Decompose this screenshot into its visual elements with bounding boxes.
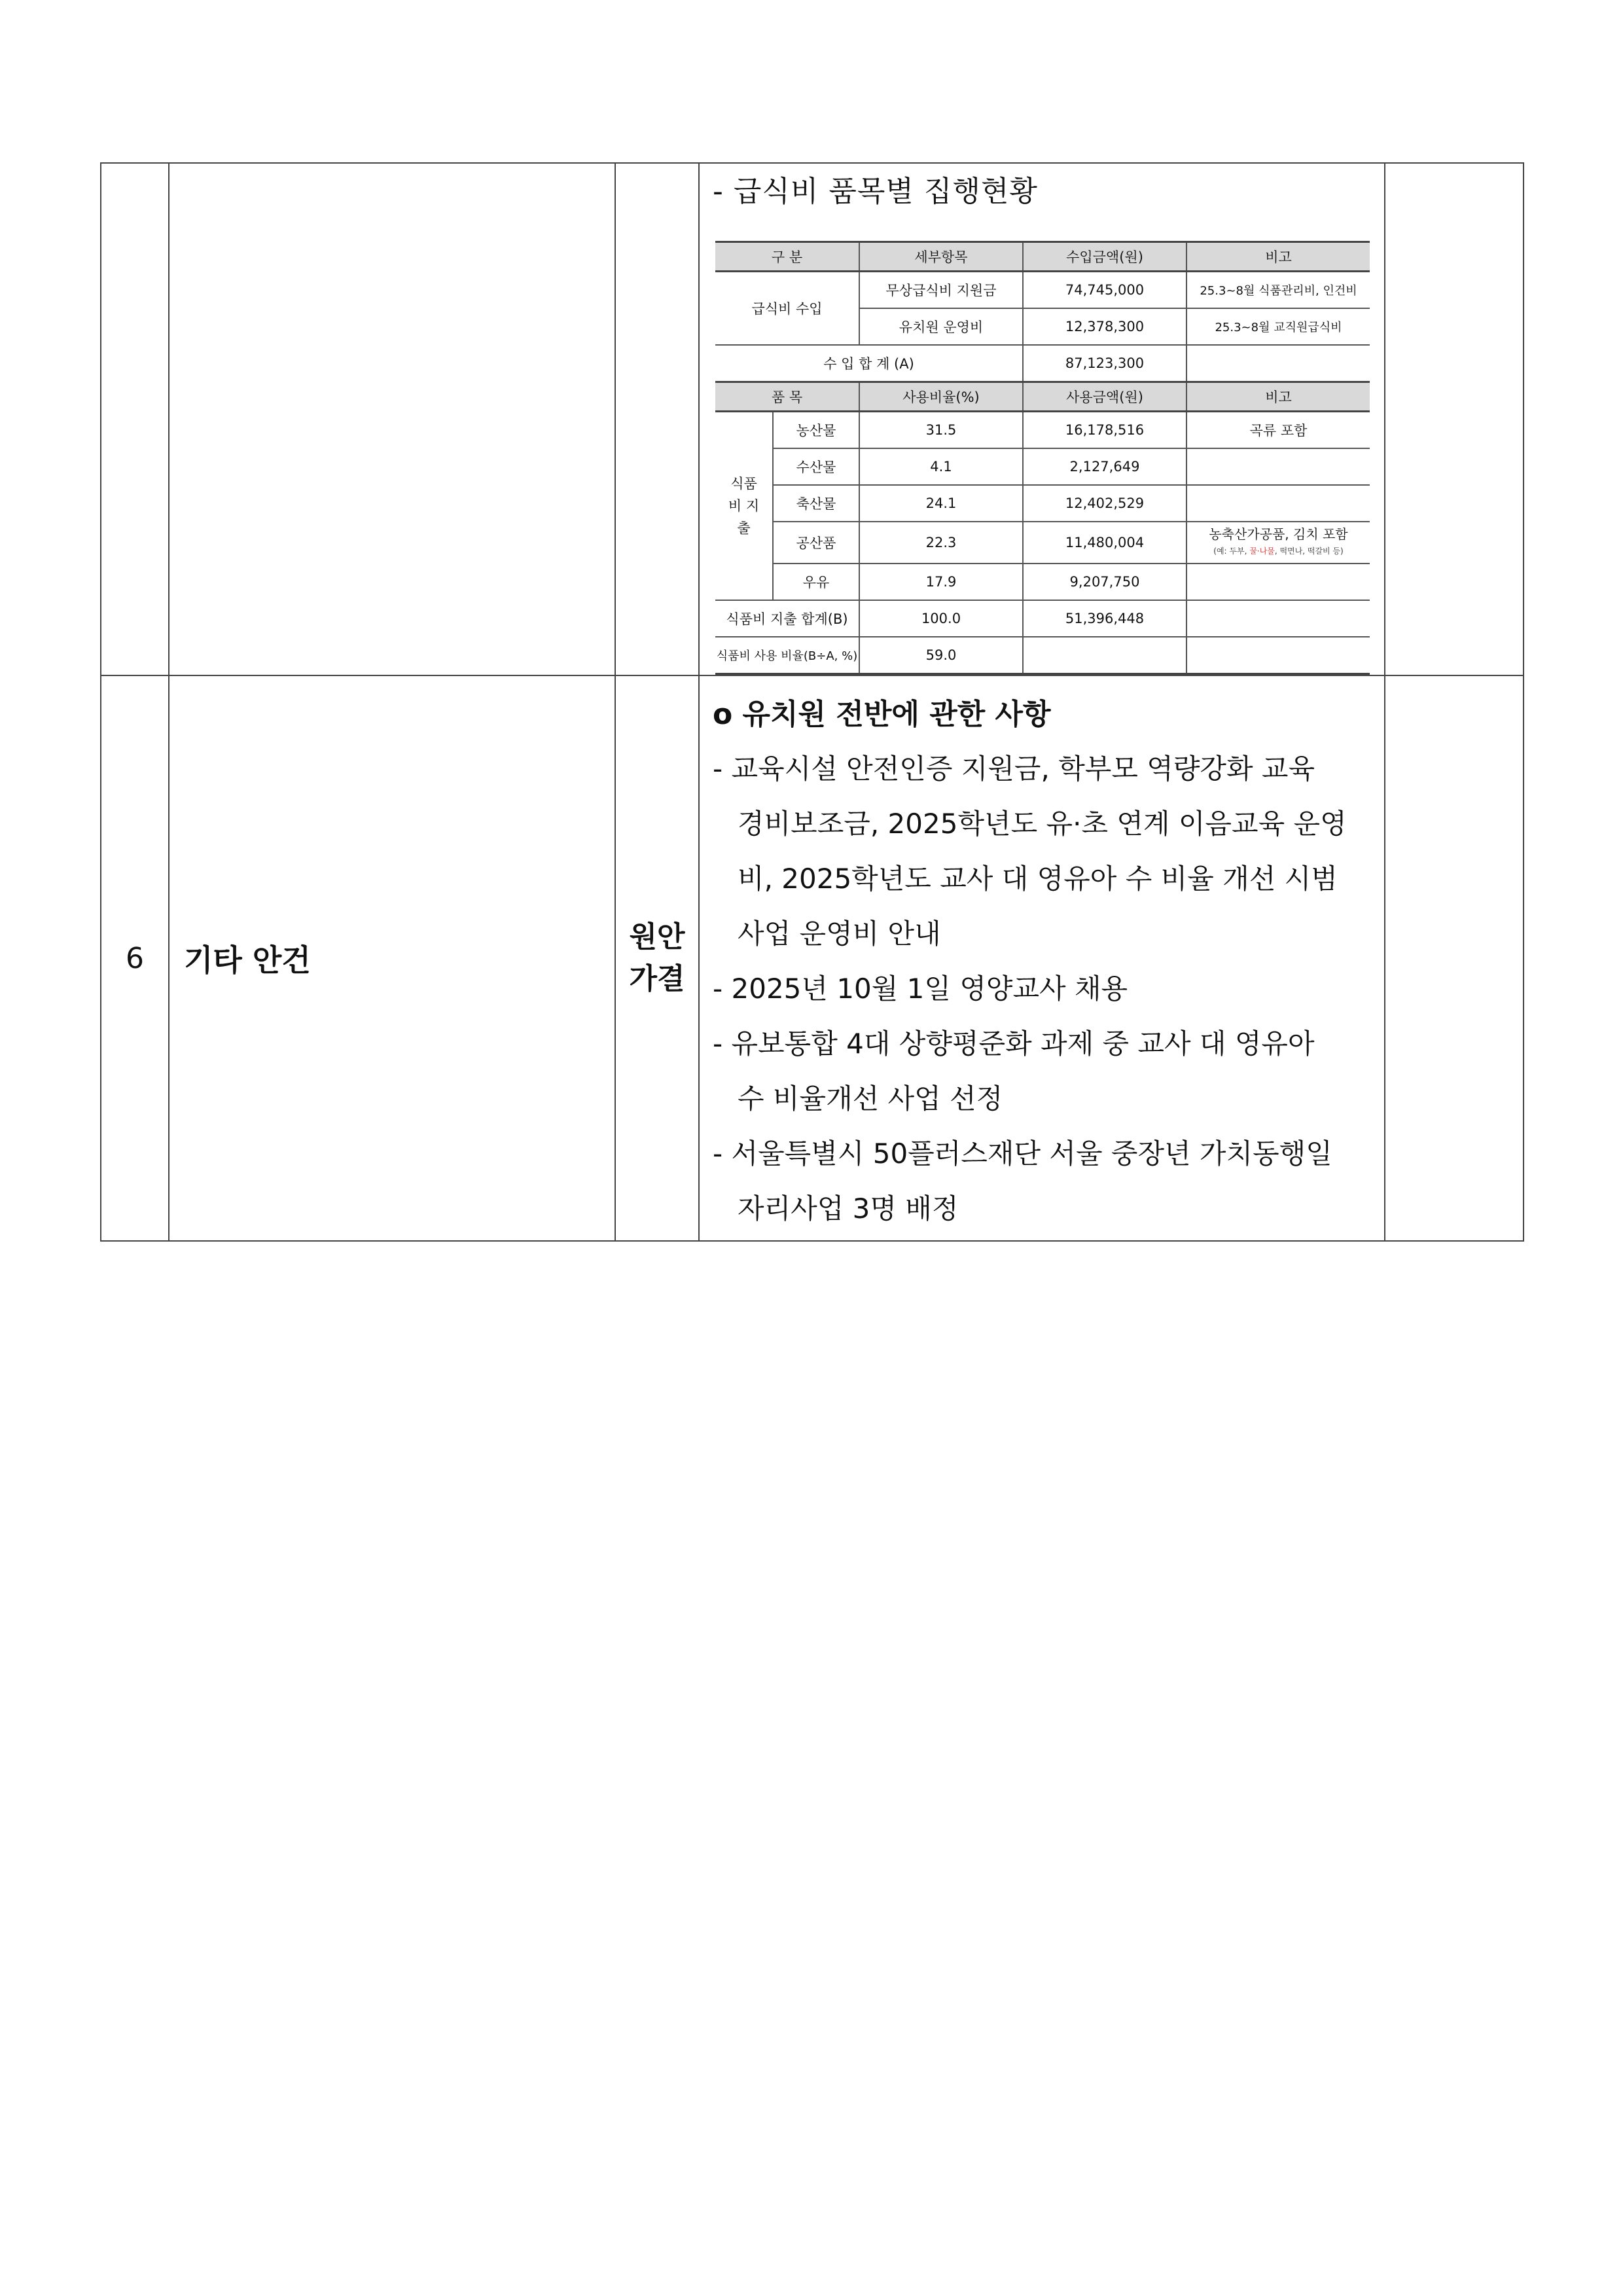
income-header-row: 구 분 세부항목 수입금액(원) 비고 xyxy=(715,242,1370,272)
note-detail: (예: 두부, 꿀·나물, 떡면나, 떡갈비 등) xyxy=(1213,547,1344,556)
food-expense-title: - 급식비 품목별 집행현황 xyxy=(713,175,1038,208)
table-row: 우유 17.9 9,207,750 xyxy=(715,564,1370,600)
remark-cell xyxy=(1385,163,1524,675)
table-row xyxy=(101,675,1524,1241)
expense-total-row: 식품비 지출 합계(B) 100.0 51,396,448 xyxy=(715,600,1370,637)
list-item: - 교육시설 안전인증 지원금, 학부모 역량강화 교육 경비보조금, 2025학년도 유·초 연계 이음교육 운영 비, 2025학년도 교사 대 영유아 수 비율 개선 시범 사업 운영비 안내 xyxy=(713,753,1347,950)
list-item: - 유보통합 4대 상향평준화 과제 중 교사 대 영유아 수 비율개선 사업 선정 xyxy=(713,1028,1315,1115)
list-item: - 서울특별시 50플러스재단 서울 중장년 가치동행일 자리사업 3명 배정 xyxy=(713,1138,1332,1225)
agenda-title: 기타 안건 xyxy=(169,675,615,1241)
minutes-table xyxy=(100,162,1524,1242)
item-number: 6 xyxy=(101,675,169,1241)
table-row: 급식비 수입 무상급식비 지원금 74,745,000 25.3~8월 식품관리비, 인건비 xyxy=(715,272,1370,309)
list-item: - 2025년 10월 1일 영양교사 채용 xyxy=(713,973,1128,1005)
income-total-row: 수 입 합 계 (A) 87,123,300 xyxy=(715,345,1370,382)
content-cell xyxy=(699,163,1385,675)
table-row xyxy=(101,163,1524,675)
table-row: 유치원 운영비 12,378,300 25.3~8월 교직원급식비 xyxy=(715,308,1370,345)
table-row: 식품비 지출 농산물 31.5 16,178,516 곡류 포함 xyxy=(715,412,1370,449)
table-row: 수산물 4.1 2,127,649 xyxy=(715,448,1370,485)
agenda-cell xyxy=(169,163,615,675)
table-row: 공산품 22.3 11,480,004 농축산가공품, 김치 포함 (예: 두부, 꿀·나물, 떡면나, 떡갈비 등) xyxy=(715,522,1370,564)
expense-group-label: 식품비 지출 xyxy=(715,412,773,601)
usage-ratio-row: 식품비 사용 비율(B÷A, %) 59.0 xyxy=(715,637,1370,674)
expense-header-row: 품 목 사용비율(%) 사용금액(원) 비고 xyxy=(715,382,1370,412)
food-expense-table xyxy=(715,241,1370,675)
number-cell xyxy=(101,163,169,675)
result-cell xyxy=(615,163,699,675)
remark-cell xyxy=(1385,675,1524,1241)
resolution-result: 원안 가결 xyxy=(615,675,699,1241)
content-cell xyxy=(699,675,1385,1241)
table-row: 축산물 24.1 12,402,529 xyxy=(715,485,1370,522)
income-group-label: 급식비 수입 xyxy=(715,272,859,346)
section-title: o 유치원 전반에 관한 사항 xyxy=(713,698,1051,731)
